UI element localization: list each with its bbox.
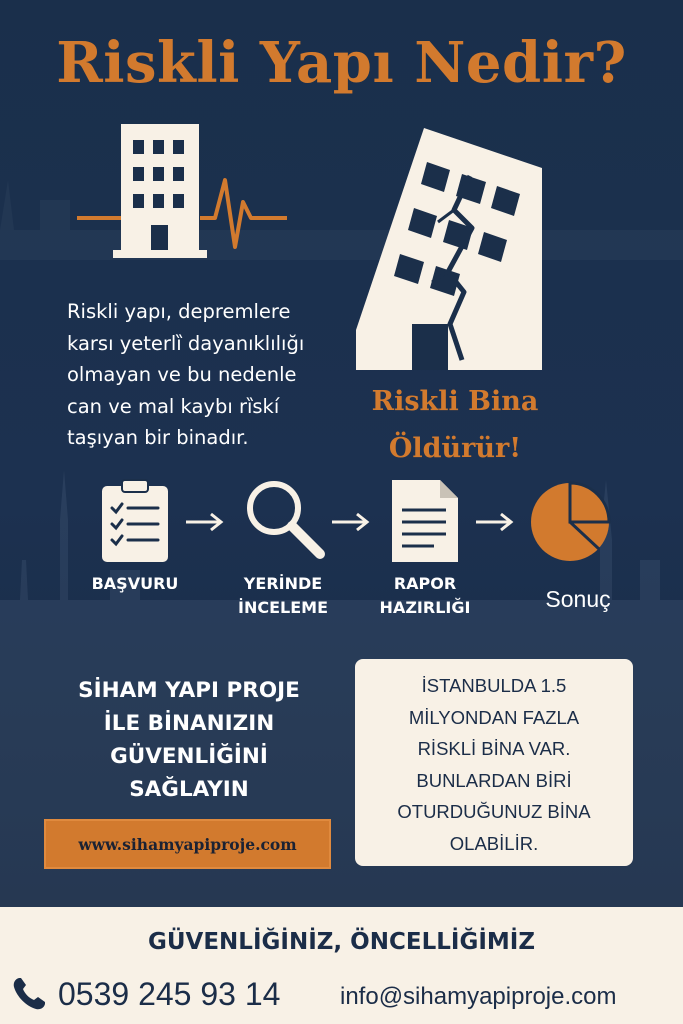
- phone-contact[interactable]: [10, 975, 280, 1013]
- footer-title: GÜVENLİĞİNİZ, ÖNCELLİĞİMİZ: [147, 929, 535, 955]
- phone-number[interactable]: 0539 245 93 14: [58, 975, 281, 1012]
- phone-icon: [10, 975, 48, 1013]
- page-title: Riskli Yapı Nedir?: [56, 30, 627, 96]
- pie-chart-icon: [529, 481, 611, 563]
- info-box: İSTANBULDA 1.5 MİLYONDAN FAZLA RİSKLİ BİNA VAR. BUNLARDAN BİRİ OTURDUĞUNUZ BİNA OLABİLİR.: [355, 659, 633, 866]
- arrow-right-icon: [330, 512, 370, 532]
- description-line: olmayan ve bu nedenle: [67, 363, 297, 386]
- description-line: can ve mal kaybı rȉskí: [67, 394, 280, 418]
- slogan-line: Öldürür!: [388, 433, 522, 464]
- arrow-right-icon: [184, 512, 224, 532]
- risky-building-description: [67, 296, 357, 454]
- email-address[interactable]: info@sihamyapiproje.com: [340, 983, 617, 1010]
- step-label-basvuru: BAŞVURU: [91, 574, 179, 593]
- clipboard-icon: [100, 478, 170, 564]
- footer: [0, 907, 683, 1024]
- building-heartbeat-icon: [75, 122, 290, 262]
- cta-text: SİHAM YAPI PROJE İLE BİNANIZIN GÜVENLİĞİNİ SAĞLAYIN: [78, 678, 300, 802]
- cracked-building-icon: [352, 124, 552, 374]
- step-label-sonuc: Sonuç: [545, 586, 611, 612]
- step-label-rapor-hazirligi: RAPOR HAZIRLIĞI: [379, 574, 471, 617]
- magnifier-icon: [244, 478, 326, 560]
- document-icon: [390, 478, 460, 564]
- description-line: Riskli yapı, depremlere: [67, 300, 291, 323]
- arrow-right-icon: [474, 512, 514, 532]
- description-line: karsı yeterlȉ dayanıklılığı: [67, 331, 305, 355]
- website-link[interactable]: www.sihamyapiproje.com: [44, 819, 331, 869]
- description-line: taşıyan bir binadır.: [67, 426, 249, 449]
- step-label-yerinde-inceleme: YERİNDE İNCELEME: [238, 574, 328, 617]
- slogan: [360, 378, 550, 472]
- slogan-line: Riskli Bina: [371, 386, 539, 417]
